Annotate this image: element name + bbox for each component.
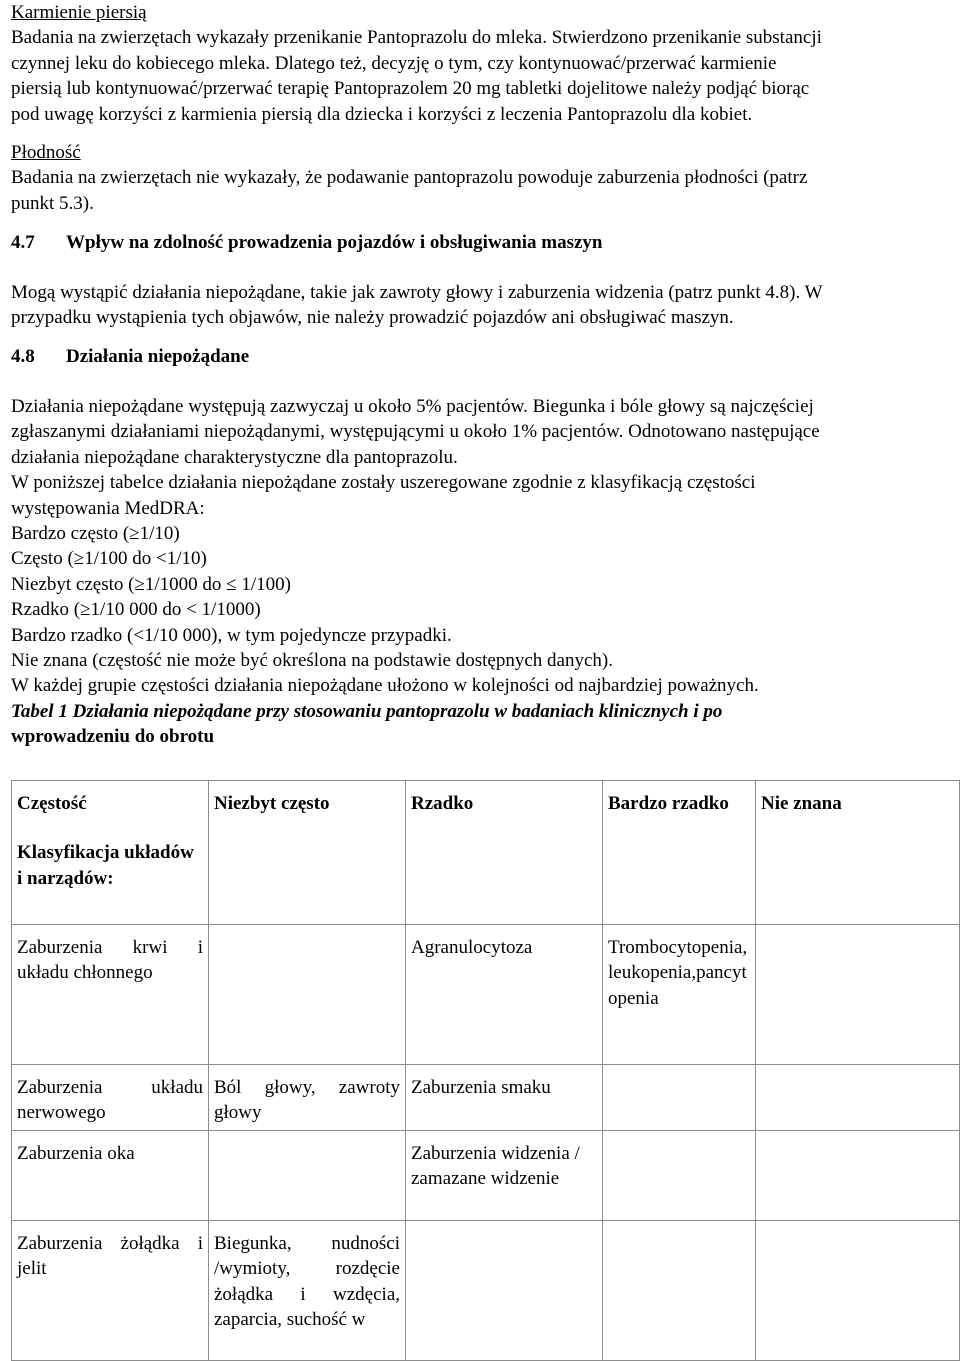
header-cell-unknown: Nie znana [756,781,960,925]
uncommon-cell [209,925,406,1065]
very-rare-cell [603,1065,756,1131]
breastfeeding-line: piersią lub kontynuować/przerwać terapię Pantoprazolem 20 mg tabletki dojelitowe należy podjąć biorąc [11,78,810,100]
frequency-line: Niezbyt często (≥1/1000 do ≤ 1/100) [11,573,291,595]
section-number: 4.7 [11,232,35,254]
breastfeeding-heading: Karmienie piersią [11,2,147,23]
very-rare-cell [603,1130,756,1220]
unknown-cell [756,1220,960,1360]
table-header-row [12,781,960,925]
frequency-line: Nie znana (częstość nie może być określona na podstawie dostępnych danych). [11,649,613,671]
table-row [12,1065,960,1131]
fertility-heading: Płodność [11,142,81,164]
frequency-line: W każdej grupie częstości działania niepożądane ułożono w kolejności od najbardziej poważnych. [11,675,759,697]
uncommon-cell: Biegunka, nudności /wymioty, rozdęcie żołądka i wzdęcia, zaparcia, suchość w [209,1220,406,1360]
very-rare-cell: Trombocytopenia, leukopenia,pancytopenia [603,925,756,1065]
header-cell-uncommon: Niezbyt często [209,781,406,925]
header-cell-very-rare: Bardzo rzadko [603,781,756,925]
header-cell-rare: Rzadko [406,781,603,925]
very-rare-cell [603,1220,756,1360]
rare-cell [406,1220,603,1360]
driving-line: przypadku wystąpienia tych objawów, nie należy prowadzić pojazdów ani obsługiwać maszyn. [11,307,734,329]
adverse-line: działania niepożądane charakterystyczne dla pantoprazolu. [11,446,458,468]
adverse-line: zgłaszanymi działaniami niepożądanymi, występującymi u około 1% pacjentów. Odnotowano następujące [11,421,820,443]
adverse-effects-table [11,780,960,1361]
section-number: 4.8 [11,346,35,368]
section-title: Działania niepożądane [66,346,250,368]
uncommon-cell [209,1130,406,1220]
adverse-line: występowania MedDRA: [11,497,205,519]
section-4-7-heading [11,230,949,255]
organ-cell: Zaburzenia krwi i układu chłonnego [12,925,209,1065]
unknown-cell [756,1130,960,1220]
rare-cell: Agranulocytoza [406,925,603,1065]
document-page [11,0,949,1331]
organ-cell: Zaburzenia żołądka i jelit [12,1220,209,1360]
section-4-8-heading [11,344,949,369]
section-title: Wpływ na zdolność prowadzenia pojazdów i obsługiwania maszyn [66,232,603,254]
rare-cell: Zaburzenia widzenia / zamazane widzenie [406,1130,603,1220]
adverse-line: Działania niepożądane występują zazwyczaj u około 5% pacjentów. Biegunka i bóle głowy są najczęściej [11,395,814,417]
table-row [12,1220,960,1360]
organ-cell: Zaburzenia oka [12,1130,209,1220]
fertility-line: Badania na zwierzętach nie wykazały, że podawanie pantoprazolu powoduje zaburzenia płodności (patrz [11,167,808,189]
unknown-cell [756,1065,960,1131]
table-caption-continued: wprowadzeniu do obrotu [11,726,215,748]
header-frequency-label: Częstość [17,793,87,814]
breastfeeding-line: Badania na zwierzętach wykazały przenikanie Pantoprazolu do mleka. Stwierdzono przenikanie substancji [11,27,822,49]
fertility-line: punkt 5.3). [11,192,94,214]
frequency-line: Często (≥1/100 do <1/10) [11,548,207,570]
header-organ-class-label: Klasyfikacja układów i narządów: [17,842,194,889]
uncommon-cell: Ból głowy, zawroty głowy [209,1065,406,1131]
organ-cell: Zaburzenia układu nerwowego [12,1065,209,1131]
adverse-line: W poniższej tabelce działania niepożądane zostały uszeregowane zgodnie z klasyfikacją częstości [11,472,756,494]
unknown-cell [756,925,960,1065]
table-caption: Tabel 1 Działania niepożądane przy stosowaniu pantoprazolu w badaniach klinicznych i po [11,700,723,722]
table-row [12,1130,960,1220]
frequency-line: Bardzo często (≥1/10) [11,522,180,544]
driving-line: Mogą wystąpić działania niepożądane, takie jak zawroty głowy i zaburzenia widzenia (patrz punkt 4.8). W [11,281,823,303]
breastfeeding-line: pod uwagę korzyści z karmienia piersią dla dziecka i korzyści z leczenia Pantoprazolu dla kobiet. [11,103,753,125]
header-cell-frequency [12,781,209,925]
breastfeeding-line: czynnej leku do kobiecego mleka. Dlatego też, decyzję o tym, czy kontynuować/przerwać karmienie [11,52,777,74]
table-row [12,925,960,1065]
frequency-line: Rzadko (≥1/10 000 do < 1/1000) [11,599,261,621]
frequency-line: Bardzo rzadko (<1/10 000), w tym pojedyncze przypadki. [11,624,452,646]
rare-cell: Zaburzenia smaku [406,1065,603,1131]
